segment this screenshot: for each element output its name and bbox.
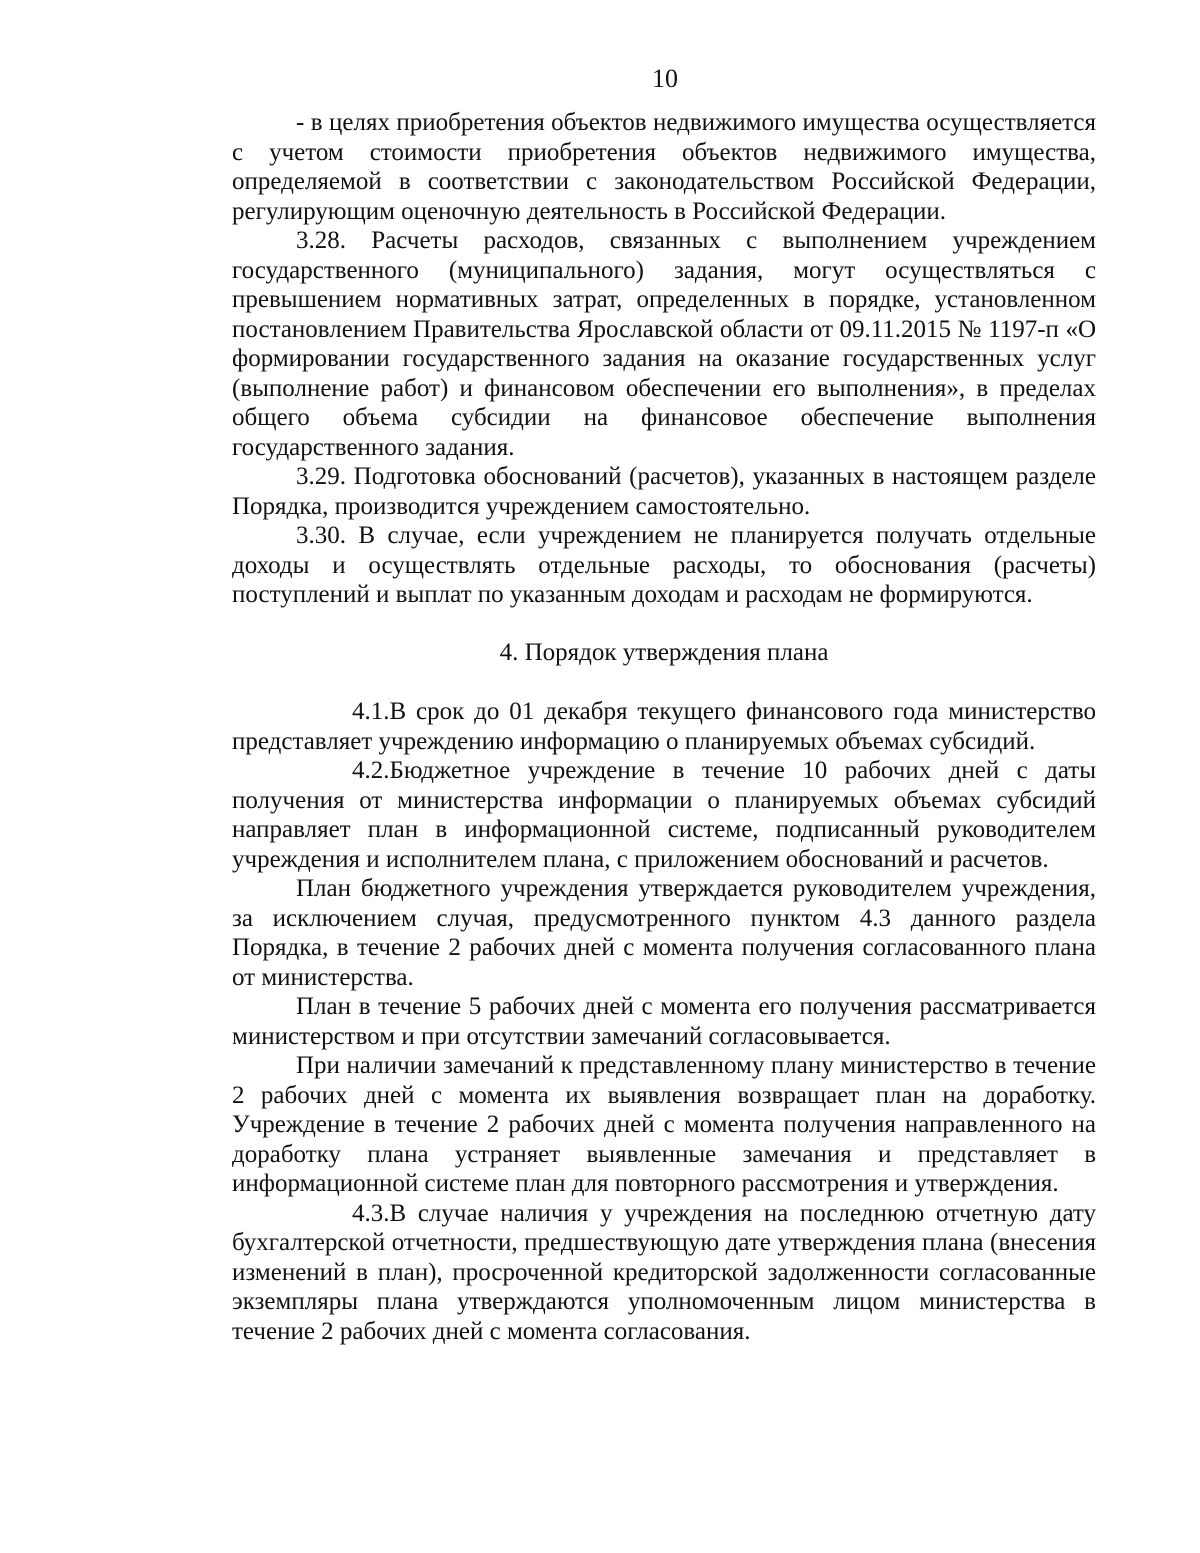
paragraph-4-3: [232, 1199, 1096, 1347]
item-number: 4.2.: [352, 757, 390, 784]
paragraph-remarks: При наличии замечаний к представленному плану министерство в течение 2 рабочих дней с момента их выявления возвращает план на доработку. Учреждение в течение 2 рабочих дней с момента получения направленного на доработку плана устраняет выявленные замечания и представляет в информационной системе план для повторного рассмотрения и утверждения.: [232, 1052, 1096, 1197]
item-number: 4.1.: [352, 698, 390, 725]
item-text: В случае наличия у учреждения на последнюю отчетную дату бухгалтерской отчетности, предшествующую дате утверждения плана (внесения изменений в план), просроченной кредиторской задолженности согласованные экземпляры плана утверждаются уполномоченным лицом министерства в течение 2 рабочих дней с момента согласования.: [232, 1199, 1096, 1345]
page-number: 10: [652, 64, 678, 93]
paragraph-plan-approval: План бюджетного учреждения утверждается руководителем учреждения, за исключением случая, предусмотренного пунктом 4.3 данного раздела Порядка, в течение 2 рабочих дней с момента получения согласованного плана от министерства.: [232, 875, 1096, 991]
paragraph-4-2: [232, 756, 1096, 874]
item-text: В срок до 01 декабря текущего финансового года министерство представляет учреждению информацию о планируемых объемах субсидий.: [232, 698, 1096, 755]
item-text: Бюджетное учреждение в течение 10 рабочих дней с даты получения от министерства информации о планируемых объемах субсидий направляет план в информационной системе, подписанный руководителем учреждения и исполнителем плана, с приложением обоснований и расчетов.: [232, 757, 1096, 873]
paragraph-3-29: 3.29. Подготовка обоснований (расчетов), указанных в настоящем разделе Порядка, производится учреждением самостоятельно.: [232, 463, 1096, 520]
document-body: [232, 108, 1096, 1346]
paragraph-real-estate: - в целях приобретения объектов недвижимого имущества осуществляется с учетом стоимости приобретения объектов недвижимого имущества, определяемой в соответствии с законодательством Российской Федерации, регулирующим оценочную деятельность в Российской Федерации.: [232, 109, 1096, 225]
paragraph-4-1: [232, 697, 1096, 756]
paragraph-3-28: 3.28. Расчеты расходов, связанных с выполнением учреждением государственного (муниципального) задания, могут осуществляться с превышением нормативных затрат, определенных в порядке, установленном постановлением Правительства Ярославской области от 09.11.2015 № 1197-п «О формировании государственного задания на оказание государственных услуг (выполнение работ) и финансовом обеспечении его выполнения», в пределах общего объема субсидии на финансовое обеспечение выполнения государственного задания.: [232, 227, 1096, 461]
item-number: 4.3.: [352, 1199, 390, 1227]
paragraph-plan-review: План в течение 5 рабочих дней с момента его получения рассматривается министерством и при отсутствии замечаний согласовывается.: [232, 993, 1096, 1050]
paragraph-3-30: 3.30. В случае, если учреждением не планируется получать отдельные доходы и осуществлять отдельные расходы, то обоснования (расчеты) поступлений и выплат по указанным доходам и расходам не формируются.: [232, 522, 1096, 608]
section-heading: 4. Порядок утверждения плана: [499, 638, 829, 666]
